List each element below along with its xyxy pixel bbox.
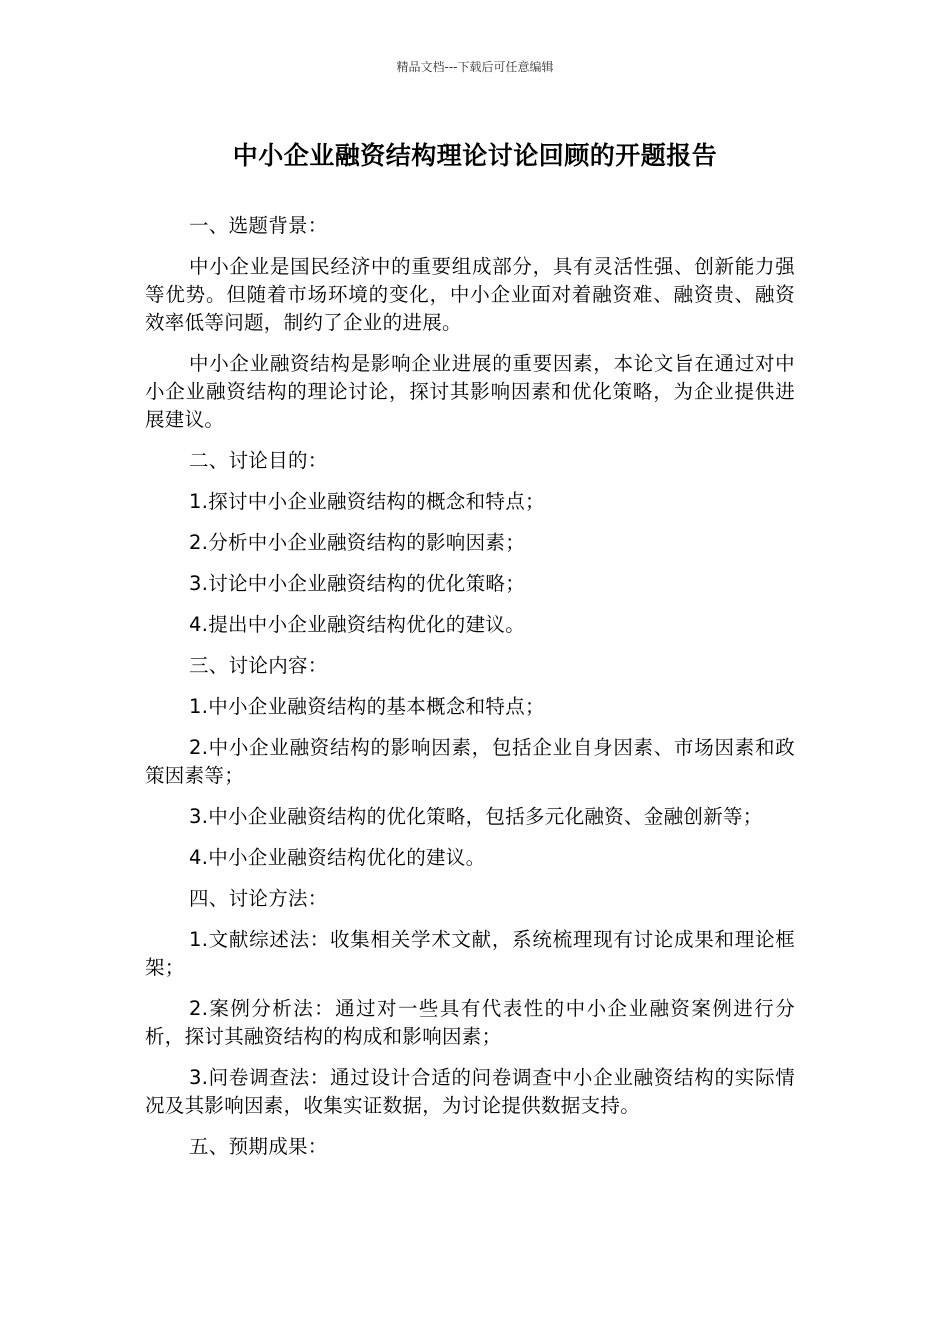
list-item-purpose-2: 2.分析中小企业融资结构的影响因素； (189, 531, 526, 554)
list-item-purpose-4: 4.提出中小企业融资结构优化的建议。 (189, 613, 526, 636)
list-item-method-1: 1.文献综述法：收集相关学术文献，系统梳理现有讨论成果和理论框架； (145, 928, 795, 979)
list-item-method-2: 2.案例分析法：通过对一些具有代表性的中小企业融资案例进行分析，探讨其融资结构的构成和影响因素； (145, 997, 795, 1048)
paragraph-background-1: 中小企业是国民经济中的重要组成部分，具有灵活性强、创新能力强等优势。但随着市场环境的变化，中小企业面对着融资难、融资贵、融资效率低等问题，制约了企业的进展。 (145, 255, 795, 334)
section-heading-content: 三、讨论内容： (189, 654, 328, 677)
list-item-content-4: 4.中小企业融资结构优化的建议。 (189, 846, 486, 869)
section-heading-background: 一、选题背景： (189, 214, 328, 237)
document-body (145, 212, 795, 1174)
paragraph-background-2: 中小企业融资结构是影响企业进展的重要因素，本论文旨在通过对中小企业融资结构的理论讨论，探讨其影响因素和优化策略，为企业提供进展建议。 (145, 352, 795, 431)
list-item-content-2: 2.中小企业融资结构的影响因素，包括企业自身因素、市场因素和政策因素等； (145, 736, 795, 787)
list-item-content-1: 1.中小企业融资结构的基本概念和特点； (189, 695, 545, 718)
section-heading-methods: 四、讨论方法： (189, 887, 328, 910)
list-item-content-3: 3.中小企业融资结构的优化策略，包括多元化融资、金融创新等； (189, 805, 763, 828)
header-note: 精品文档---下载后可任意编辑 (396, 60, 554, 74)
page-title: 中小企业融资结构理论讨论回顾的开题报告 (232, 141, 718, 170)
section-heading-purpose: 二、讨论目的： (189, 449, 328, 472)
section-heading-outcomes: 五、预期成果： (189, 1135, 328, 1158)
list-item-method-3: 3.问卷调查法：通过设计合适的问卷调查中小企业融资结构的实际情况及其影响因素，收集实证数据，为讨论提供数据支持。 (145, 1066, 795, 1117)
list-item-purpose-3: 3.讨论中小企业融资结构的优化策略； (189, 572, 526, 595)
list-item-purpose-1: 1.探讨中小企业融资结构的概念和特点； (189, 490, 545, 513)
